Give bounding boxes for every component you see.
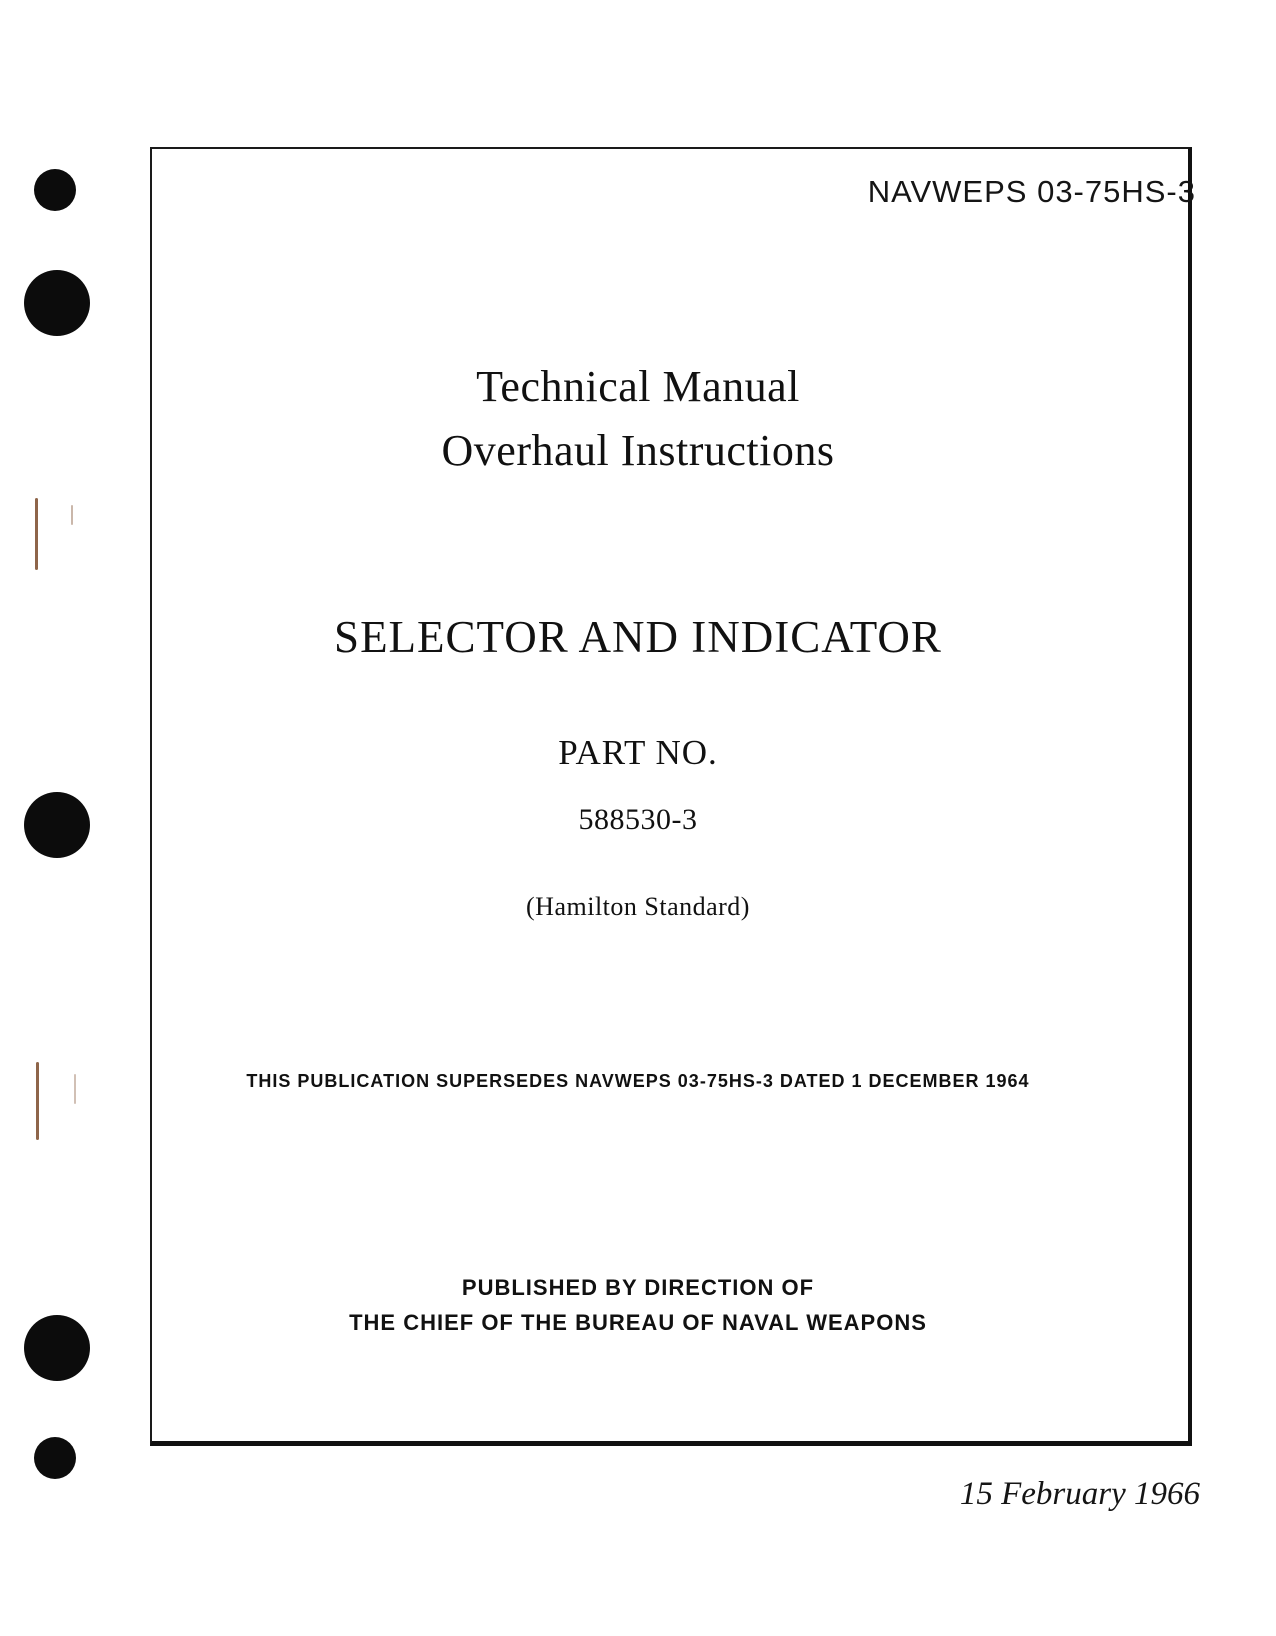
publisher-authority: THE CHIEF OF THE BUREAU OF NAVAL WEAPONS [349, 1310, 927, 1335]
punch-hole [34, 169, 76, 211]
publication-date: 15 February 1966 [959, 1476, 1200, 1512]
punch-hole [24, 270, 90, 336]
supersedes-notice: THIS PUBLICATION SUPERSEDES NAVWEPS 03-75HS-3 DATED 1 DECEMBER 1964 [246, 1071, 1030, 1091]
equipment-title: SELECTOR AND INDICATOR [334, 612, 942, 662]
document-number: NAVWEPS 03-75HS-3 [867, 174, 1196, 209]
punch-hole [34, 1437, 76, 1479]
staple-mark [35, 498, 38, 570]
part-number-label: PART NO. [558, 733, 718, 772]
staple-mark [71, 505, 73, 525]
manual-type-title: Technical Manual [476, 362, 800, 411]
cover-frame [150, 147, 1192, 1446]
publisher-line: PUBLISHED BY DIRECTION OF [461, 1275, 815, 1300]
manual-subtitle: Overhaul Instructions [441, 426, 835, 475]
manufacturer-name: (Hamilton Standard) [526, 892, 750, 921]
part-number: 588530-3 [578, 803, 698, 836]
